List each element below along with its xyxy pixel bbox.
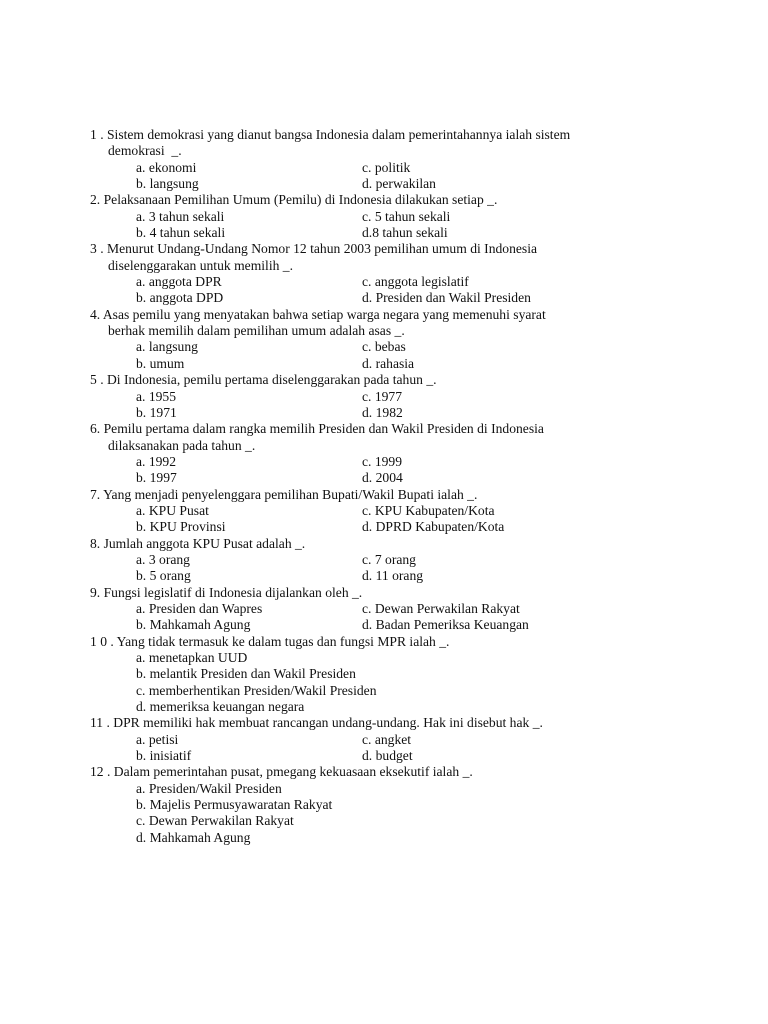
answer-option: a. Presiden dan Wapres — [136, 600, 263, 616]
question-block — [90, 715, 690, 764]
answer-options — [90, 781, 690, 846]
answer-option: d. memeriksa keuangan negara — [136, 699, 305, 715]
question-block — [90, 192, 690, 241]
answer-option: d. rahasia — [362, 355, 415, 371]
answer-option: a. KPU Pusat — [136, 502, 209, 518]
question-block — [90, 585, 690, 634]
answer-option: a. petisi — [136, 731, 179, 747]
question-block — [90, 487, 690, 536]
answer-option: d. DPRD Kabupaten/Kota — [362, 519, 505, 535]
answer-option: d. 2004 — [362, 470, 403, 486]
answer-option: a. ekonomi — [136, 159, 197, 175]
answer-option: c. 1977 — [362, 388, 403, 404]
question-text: 1 . Sistem demokrasi yang dianut bangsa Indonesia dalam pemerintahannya ialah sistem — [90, 127, 571, 142]
answer-option: c. politik — [362, 159, 411, 175]
answer-options — [90, 339, 690, 372]
question-block — [90, 241, 690, 306]
question-text: 9. Fungsi legislatif di Indonesia dijalankan oleh _. — [90, 584, 363, 600]
answer-options — [90, 503, 690, 536]
question-block — [90, 536, 690, 585]
answer-option: c. 1999 — [362, 453, 403, 469]
answer-option: b. umum — [136, 355, 185, 371]
answer-option: a. 1992 — [136, 453, 177, 469]
answer-options — [90, 552, 690, 585]
question-text-continuation: diselenggarakan untuk memilih _. — [108, 257, 293, 273]
answer-option: b. melantik Presiden dan Wakil Presiden — [136, 666, 356, 682]
answer-option: b. 1997 — [136, 470, 177, 486]
question-block — [90, 421, 690, 486]
answer-option: b. Majelis Permusyawaratan Rakyat — [136, 797, 333, 813]
quiz-sheet — [90, 127, 690, 846]
answer-option: a. 3 tahun sekali — [136, 208, 225, 224]
question-text: 3 . Menurut Undang-Undang Nomor 12 tahun 2003 pemilihan umum di Indonesia — [90, 241, 538, 257]
answer-option: c. Dewan Perwakilan Rakyat — [136, 813, 294, 829]
question-text: 6. Pemilu pertama dalam rangka memilih Presiden dan Wakil Presiden di Indonesia — [90, 421, 544, 437]
answer-option: c. angket — [362, 731, 412, 747]
answer-option: d. Badan Pemeriksa Keuangan — [362, 617, 529, 633]
question-text: 1 0 . Yang tidak termasuk ke dalam tugas dan fungsi MPR ialah _. — [90, 633, 450, 649]
answer-option: d. perwakilan — [362, 176, 436, 192]
question-text: 11 . DPR memiliki hak membuat rancangan undang-undang. Hak ini disebut hak _. — [90, 715, 543, 731]
answer-option: c. bebas — [362, 339, 406, 355]
question-block — [90, 764, 690, 846]
answer-option: c. KPU Kabupaten/Kota — [362, 502, 495, 518]
answer-options — [90, 650, 690, 715]
answer-options — [90, 209, 690, 242]
answer-option: c. anggota legislatif — [362, 274, 469, 290]
answer-option: d. 1982 — [362, 404, 403, 420]
answer-option: a. menetapkan UUD — [136, 650, 248, 665]
question-text-continuation: demokrasi _. — [108, 143, 182, 159]
answer-option: a. anggota DPR — [136, 274, 222, 290]
answer-option: b. 1971 — [136, 404, 177, 420]
question-block — [90, 372, 690, 421]
question-block — [90, 127, 690, 192]
answer-option: d. 11 orang — [362, 568, 424, 584]
answer-option: a. 1955 — [136, 388, 177, 404]
answer-option: b. inisiatif — [136, 748, 192, 764]
answer-option: b. anggota DPD — [136, 290, 224, 306]
answer-options — [90, 732, 690, 765]
answer-option: d. Presiden dan Wakil Presiden — [362, 290, 531, 306]
answer-option: b. 5 orang — [136, 568, 191, 584]
answer-options — [90, 389, 690, 422]
answer-option: d.8 tahun sekali — [362, 225, 448, 241]
answer-option: a. langsung — [136, 339, 198, 355]
answer-option: a. Presiden/Wakil Presiden — [136, 780, 282, 796]
answer-option: b. 4 tahun sekali — [136, 225, 226, 241]
question-text: 2. Pelaksanaan Pemilihan Umum (Pemilu) di Indonesia dilakukan setiap _. — [90, 192, 498, 208]
answer-option: a. 3 orang — [136, 551, 190, 567]
answer-option: c. 7 orang — [362, 551, 416, 567]
question-text: 8. Jumlah anggota KPU Pusat adalah _. — [90, 535, 306, 551]
question-text: 7. Yang menjadi penyelenggara pemilihan Bupati/Wakil Bupati ialah _. — [90, 486, 478, 502]
answer-options — [90, 274, 690, 307]
answer-options — [90, 601, 690, 634]
answer-option: d. Mahkamah Agung — [136, 829, 251, 845]
question-text: 5 . Di Indonesia, pemilu pertama diselenggarakan pada tahun _. — [90, 372, 437, 388]
answer-option: b. langsung — [136, 176, 199, 192]
answer-option: b. Mahkamah Agung — [136, 617, 251, 633]
question-text-continuation: dilaksanakan pada tahun _. — [108, 437, 256, 453]
question-text-continuation: berhak memilih dalam pemilihan umum adalah asas _. — [108, 323, 405, 339]
answer-option: b. KPU Provinsi — [136, 519, 226, 535]
question-text: 12 . Dalam pemerintahan pusat, pmegang kekuasaan eksekutif ialah _. — [90, 764, 473, 780]
answer-option: d. budget — [362, 748, 413, 764]
answer-option: c. 5 tahun sekali — [362, 208, 451, 224]
answer-options — [90, 160, 690, 193]
answer-options — [90, 454, 690, 487]
answer-option: c. Dewan Perwakilan Rakyat — [362, 600, 520, 616]
question-block — [90, 634, 690, 716]
question-block — [90, 307, 690, 372]
answer-option: c. memberhentikan Presiden/Wakil Presiden — [136, 682, 377, 698]
question-text: 4. Asas pemilu yang menyatakan bahwa setiap warga negara yang memenuhi syarat — [90, 306, 546, 322]
